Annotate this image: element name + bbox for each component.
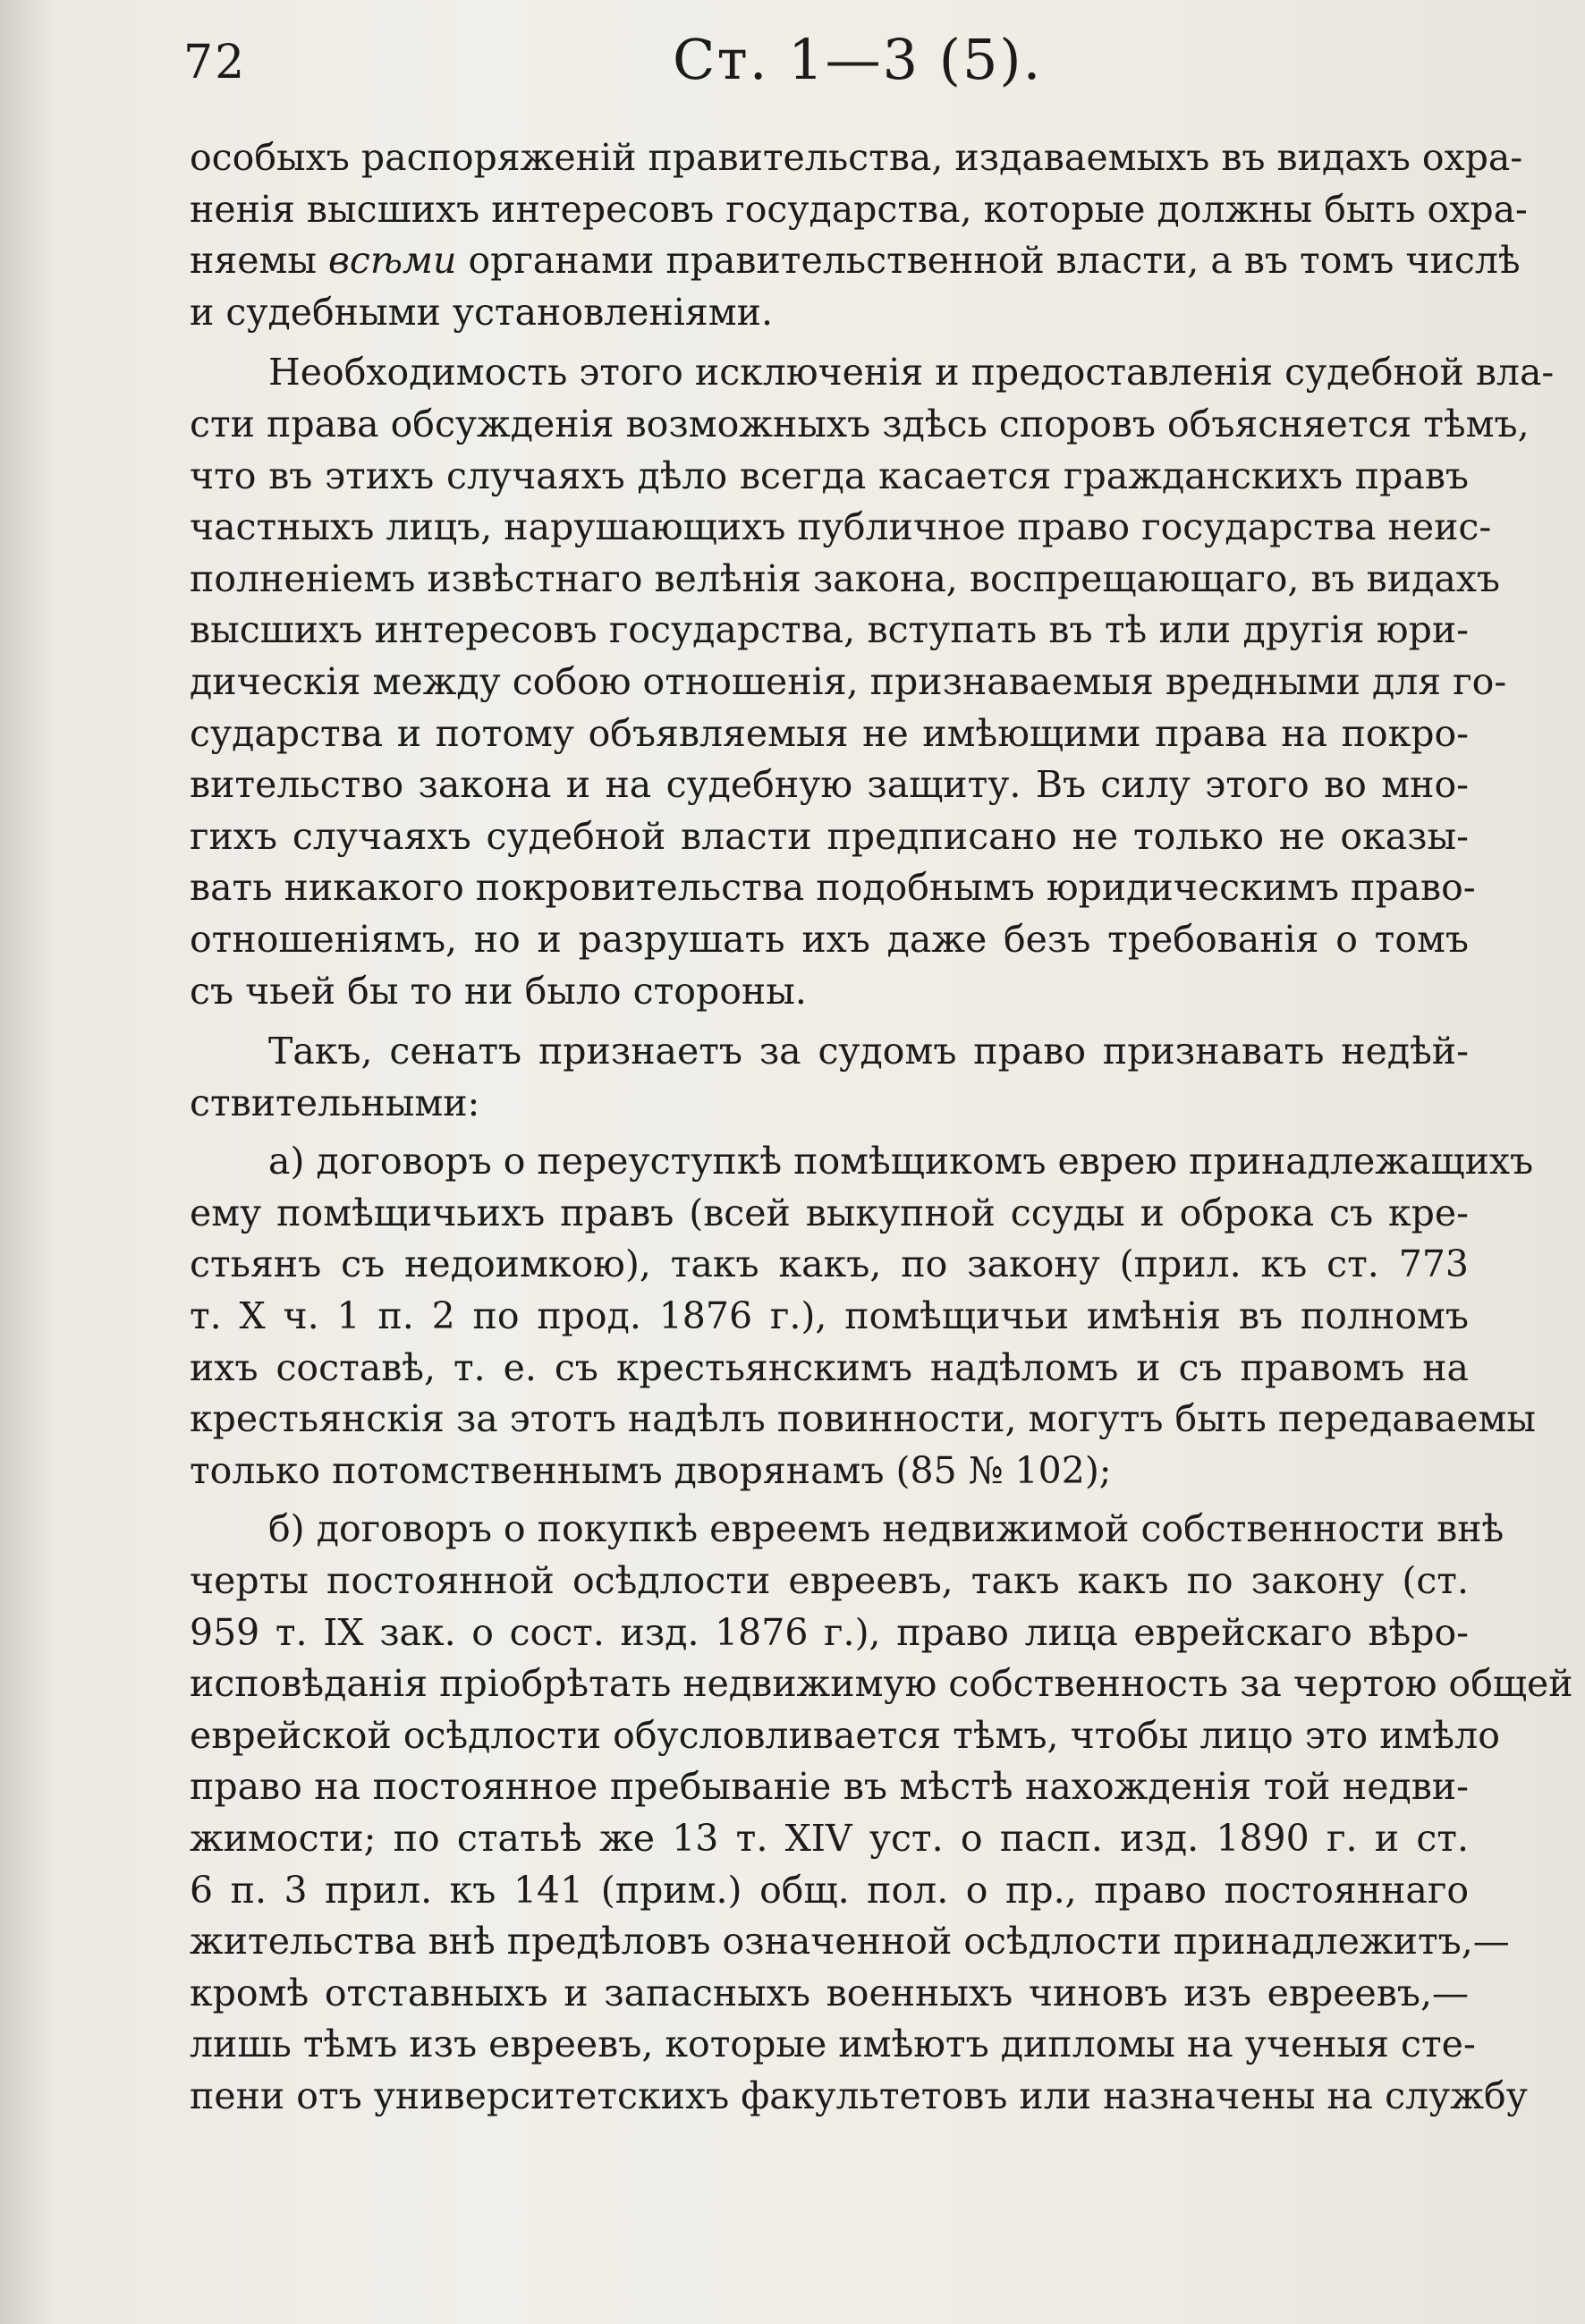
text-line: т. X ч. 1 п. 2 по прод. 1876 г.), помѣщичьи имѣнія въ полномъ [190, 1294, 1469, 1338]
text-line: б) договоръ о покупкѣ евреемъ недвижимой собственности внѣ [268, 1507, 1504, 1551]
text-line: дическія между собою отношенія, признаваемыя вредными для го- [190, 659, 1507, 703]
text-line: 6 п. 3 прил. къ 141 (прим.) общ. пол. о пр., право постояннаго [190, 1868, 1469, 1912]
text-line: что въ этихъ случаяхъ дѣло всегда касается гражданскихъ правъ [190, 454, 1469, 497]
text-block [190, 132, 1573, 2123]
paragraph [190, 347, 1555, 1017]
emphasis-text: всѣми [328, 239, 457, 283]
text-line: стьянъ съ недоимкою), такъ какъ, по закону (прил. къ ст. 773 [190, 1243, 1469, 1286]
text-line: съ чьей бы то ни было стороны. [190, 969, 807, 1013]
text-line: и судебными установленіями. [190, 290, 774, 334]
text-line: гихъ случаяхъ судебной власти предписано не только не оказы- [190, 814, 1469, 858]
text-line: а) договоръ о переуступкѣ помѣщикомъ еврею принадлежащихъ [268, 1140, 1534, 1183]
text-line: ненія высшихъ интересовъ государства, которые должны быть охра- [190, 187, 1528, 231]
text-line: сударства и потому объявляемыя не имѣющими права на покро- [190, 711, 1469, 755]
text-line: вительство закона и на судебную защиту. Въ силу этого во мно- [190, 763, 1469, 807]
text-line: жимости; по статьѣ же 13 т. XIV уст. о пасп. изд. 1890 г. и ст. [190, 1817, 1469, 1860]
paragraph [190, 1026, 1469, 1129]
paragraph [190, 132, 1528, 338]
gutter-shadow [0, 0, 54, 2324]
page-number: 72 [183, 36, 247, 89]
text-line: отношеніямъ, но и разрушать ихъ даже безъ требованія о томъ [190, 917, 1469, 961]
text-line: еврейской осѣдлости обусловливается тѣмъ, чтобы лицо это имѣло [190, 1713, 1500, 1757]
text-line: исповѣданія пріобрѣтать недвижимую собственность за чертою общей [190, 1662, 1573, 1706]
text-line: полненіемъ извѣстнаго велѣнія закона, воспрещающаго, въ видахъ [190, 556, 1500, 600]
text-line: пени отъ университетскихъ факультетовъ или назначены на службу [190, 2074, 1528, 2117]
text-line: высшихъ интересовъ государства, вступать въ тѣ или другія юри- [190, 608, 1469, 652]
text-line: кромѣ отставныхъ и запасныхъ военныхъ чиновъ изъ евреевъ,— [190, 1971, 1469, 2014]
text-line: особыхъ распоряженій правительства, издаваемыхъ въ видахъ охра- [190, 136, 1523, 179]
text-line: ихъ составѣ, т. е. съ крестьянскимъ надѣломъ и съ правомъ на [190, 1345, 1469, 1389]
text-span: органами правительственной власти, а въ томъ числѣ [456, 239, 1521, 283]
text-line: жительства внѣ предѣловъ означенной осѣдлости принадлежитъ,— [190, 1920, 1510, 1964]
text-line: ствительными: [190, 1081, 480, 1124]
paragraph [190, 1136, 1536, 1497]
text-line: 959 т. IX зак. о сост. изд. 1876 г.), право лица еврейскаго вѣро- [190, 1610, 1469, 1654]
text-line: сти права обсужденія возможныхъ здѣсь споровъ объясняется тѣмъ, [190, 402, 1530, 445]
text-line: черты постоянной осѣдлости евреевъ, такъ какъ по закону (ст. [190, 1559, 1469, 1603]
paragraph [190, 1504, 1573, 2122]
text-line: Такъ, сенатъ признаетъ за судомъ право признавать недѣй- [268, 1030, 1469, 1073]
text-span: няемы [190, 239, 329, 283]
text-line: вать никакого покровительства подобнымъ юридическимъ право- [190, 866, 1476, 910]
text-line: Необходимость этого исключенія и предоставленія судебной вла- [268, 351, 1555, 394]
text-line: ему помѣщичьихъ правъ (всей выкупной ссуды и оброка съ кре- [190, 1191, 1469, 1234]
text-line: право на постоянное пребываніе въ мѣстѣ нахожденія той недви- [190, 1765, 1469, 1809]
text-line: только потомственнымъ дворянамъ (85 № 102); [190, 1448, 1112, 1492]
running-title: Ст. 1—3 (5). [673, 27, 1043, 92]
text-line: лишь тѣмъ изъ евреевъ, которые имѣютъ дипломы на ученыя сте- [190, 2023, 1476, 2066]
text-line: частныхъ лицъ, нарушающихъ публичное право государства неис- [190, 505, 1492, 549]
text-line [190, 235, 1521, 287]
text-line: крестьянскія за этотъ надѣлъ повинности, могутъ быть передаваемы [190, 1397, 1536, 1441]
